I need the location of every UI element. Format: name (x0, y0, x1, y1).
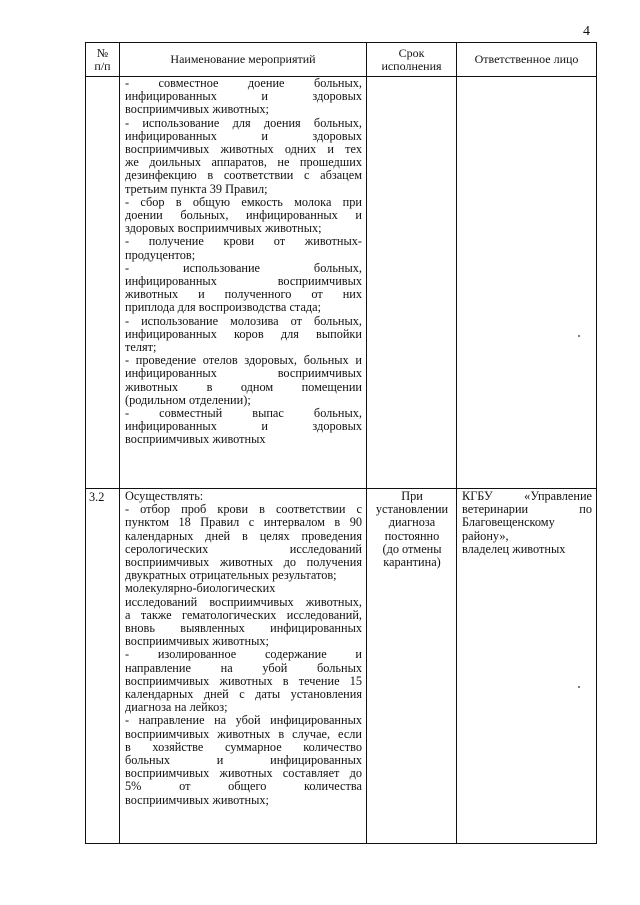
measure-text-line: а также гематологических исследований, (125, 608, 362, 622)
header-term-line-2: исполнения (381, 59, 442, 73)
measure-text-line: же доильных аппаратов, не прошедших (125, 156, 362, 170)
responsible-text-line: КГБУ «Управление (462, 490, 592, 503)
term-text-line: постоянно (384, 529, 440, 543)
measure-text-line: продуцентов; (125, 248, 196, 262)
measure-text-line: - использование для доения больных, (125, 116, 362, 130)
measure-text-line: инфицированных и здоровых (125, 90, 362, 104)
row-term (367, 77, 457, 489)
term-text-line: (до отмены (382, 542, 442, 556)
measure-text-line: животных и полученного от них (125, 288, 362, 302)
measure-text-line: инфицированных восприимчивых (125, 275, 362, 289)
page-number: 4 (583, 24, 590, 39)
measure-text-line: в хозяйстве суммарное количество (125, 740, 362, 754)
measure-text-line: календарных дней с даты установления (125, 688, 362, 702)
row-number: 3.2 (86, 489, 120, 844)
measure-text-line: - проведение отелов здоровых, больных и (125, 354, 362, 368)
header-name: Наименование мероприятий (120, 43, 367, 77)
measure-text-line: исследований восприимчивых животных, (125, 595, 362, 609)
measure-text-line: инфицированных и здоровых (125, 129, 362, 143)
measure-text-line: вновь выявленных инфицированных (125, 622, 362, 636)
row-responsible (457, 77, 597, 489)
measure-text-line: дезинфекцию в соответствии с абзацем (125, 169, 362, 183)
measure-text-line: третьим пункта 39 Правил; (125, 182, 268, 196)
table-row (86, 489, 597, 844)
measure-text-line: - получение крови от животных- (125, 235, 362, 249)
responsible-text-line: владелец животных (462, 542, 566, 556)
measure-text-line: молекулярно-биологических (125, 582, 276, 596)
measure-text-line: здоровых восприимчивых животных; (125, 222, 322, 236)
measure-text-line: восприимчивых животных; (125, 103, 269, 117)
header-responsible: Ответственное лицо (457, 43, 597, 77)
measure-text-line: приплода для воспроизводства стада; (125, 301, 322, 315)
measure-text-line: восприимчивых животных одних и тех (125, 143, 362, 157)
measure-text-line: - использование молозива от больных, (125, 314, 362, 328)
measure-text-line: двукратных отрицательных результатов; (125, 569, 337, 583)
measure-text-line: - совместный выпас больных, (125, 407, 362, 421)
row-measures (120, 489, 367, 844)
measure-text-line: пунктом 18 Правил с интервалом в 90 (125, 516, 362, 530)
measures-table (85, 42, 597, 844)
measure-text-line: инфицированных и здоровых (125, 420, 362, 434)
measure-text-line: - сбор в общую емкость молока при (125, 195, 362, 209)
measure-text-line: инфицированных коров для выпойки (125, 327, 362, 341)
row-term (367, 489, 457, 844)
measure-text-line: (родильном отделении); (125, 393, 251, 407)
scan-speck (578, 335, 580, 337)
header-number-pp: п/п (94, 59, 111, 73)
measure-text-line: - совместное доение больных, (125, 77, 362, 90)
measure-text-line: восприимчивых животных в течение 15 (125, 674, 362, 688)
header-number-sign: № (96, 46, 109, 60)
row-responsible (457, 489, 597, 844)
measure-text-line: животных в одном помещении (125, 380, 362, 394)
measure-text-line: диагноза на лейкоз; (125, 701, 228, 715)
measure-text-line: восприимчивых животных (125, 433, 266, 447)
table-header-row (86, 43, 597, 77)
term-text-line: диагноза (388, 516, 436, 530)
measure-text-line: серологических исследований (125, 542, 362, 556)
measure-text-line: восприимчивых животных составляет до (125, 767, 362, 781)
measure-text-line: направление на убой больных (125, 661, 362, 675)
measure-text-line: восприимчивых животных; (125, 635, 269, 649)
row-number (86, 77, 120, 489)
header-term (367, 43, 457, 77)
measure-text-line: календарных дней в целях проведения (125, 529, 362, 543)
header-term-line-1: Срок (398, 46, 425, 60)
measure-text-line: Осуществлять: (125, 490, 204, 503)
measure-text-line: - отбор проб крови в соответствии с (125, 503, 362, 517)
measure-text-line: доении больных, инфицированных и (125, 209, 362, 223)
term-text-line: установлении (375, 503, 449, 517)
row-measures (120, 77, 367, 489)
measure-text-line: телят; (125, 341, 157, 355)
measure-text-line: больных и инфицированных (125, 754, 362, 768)
table-row (86, 77, 597, 489)
scan-speck (578, 686, 580, 688)
responsible-text-line: Благовещенскому (462, 516, 555, 530)
responsible-text-line: ветеринарии по (462, 503, 592, 517)
measure-text-line: - использование больных, (125, 261, 362, 275)
measure-text-line: - изолированное содержание и (125, 648, 362, 662)
term-text-line: карантина) (383, 556, 441, 570)
measure-text-line: инфицированных восприимчивых (125, 367, 362, 381)
term-text-line: При (401, 490, 423, 503)
header-number (86, 43, 120, 77)
measure-text-line: восприимчивых животных до получения (125, 556, 362, 570)
measure-text-line: 5% от общего количества (125, 780, 362, 794)
measure-text-line: - направление на убой инфицированных (125, 714, 362, 728)
measure-text-line: восприимчивых животных в случае, если (125, 727, 362, 741)
responsible-text-line: району», (462, 529, 509, 543)
measure-text-line: восприимчивых животных; (125, 793, 269, 807)
